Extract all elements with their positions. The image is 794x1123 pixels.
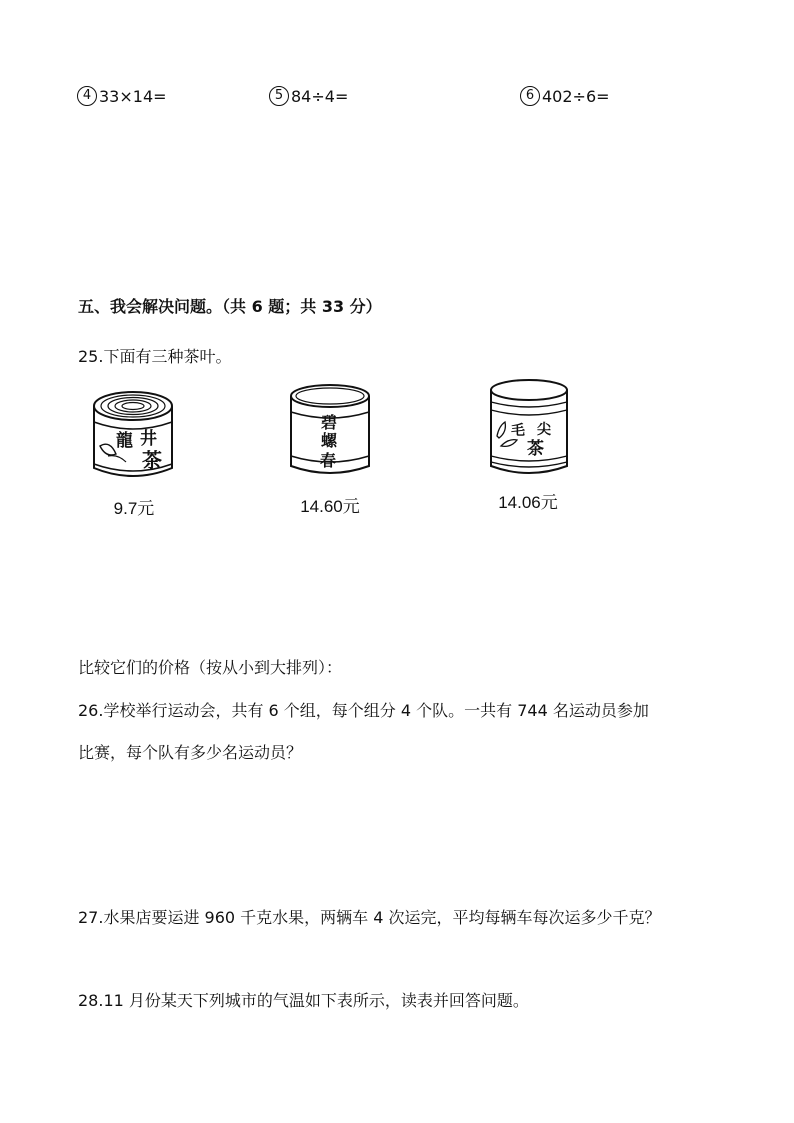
calc-item-4 [77, 86, 167, 106]
calc-expression: 402÷6= [542, 86, 610, 106]
calc-item-6 [520, 86, 610, 106]
question-27-text: 27.水果店要运进 960 千克水果，两辆车 4 次运完，平均每辆车每次运多少千克？ [78, 908, 661, 927]
tea-can-biluochun [285, 380, 375, 484]
price-maojian: 14.06元 [498, 493, 558, 512]
question-25-text: 25.下面有三种茶叶。 [78, 347, 232, 366]
tea-can-longjing [88, 384, 178, 484]
question-25-compare: 比较它们的价格（按从小到大排列）： [78, 658, 343, 677]
can-label-char: 毛 [511, 423, 525, 439]
tea-can-maojian-drawing [487, 376, 571, 482]
can-label-char: 春 [320, 451, 337, 470]
tea-can-longjing-drawing [88, 384, 178, 484]
circled-number: 5 [269, 86, 289, 106]
circled-number: 4 [77, 86, 97, 106]
calc-expression: 33×14= [99, 86, 167, 106]
can-label-char: 碧 [321, 413, 338, 432]
question-26-line2: 比赛，每个队有多少名运动员？ [78, 743, 303, 762]
question-28-text: 28.11 月份某天下列城市的气温如下表所示，读表并回答问题。 [78, 991, 529, 1010]
price-longjing: 9.7元 [113, 499, 155, 518]
calc-item-5 [269, 86, 348, 106]
can-label-char: 茶 [142, 448, 162, 472]
circled-number: 6 [520, 86, 540, 106]
can-label-char: 螺 [321, 431, 338, 450]
can-label-char: 尖 [537, 422, 551, 438]
can-label-char: 井 [140, 429, 157, 449]
price-biluochun: 14.60元 [300, 497, 360, 516]
tea-can-biluochun-drawing [285, 380, 375, 484]
section-title: 五、我会解决问题。（共 6 题；共 33 分） [78, 297, 382, 316]
calc-expression: 84÷4= [291, 86, 349, 106]
can-label-char: 茶 [527, 439, 544, 459]
question-26-line1: 26.学校举行运动会，共有 6 个组，每个组分 4 个队。一共有 744 名运动员参加 [78, 701, 649, 720]
tea-can-maojian [487, 376, 571, 482]
can-label-char: 龍 [116, 431, 133, 451]
